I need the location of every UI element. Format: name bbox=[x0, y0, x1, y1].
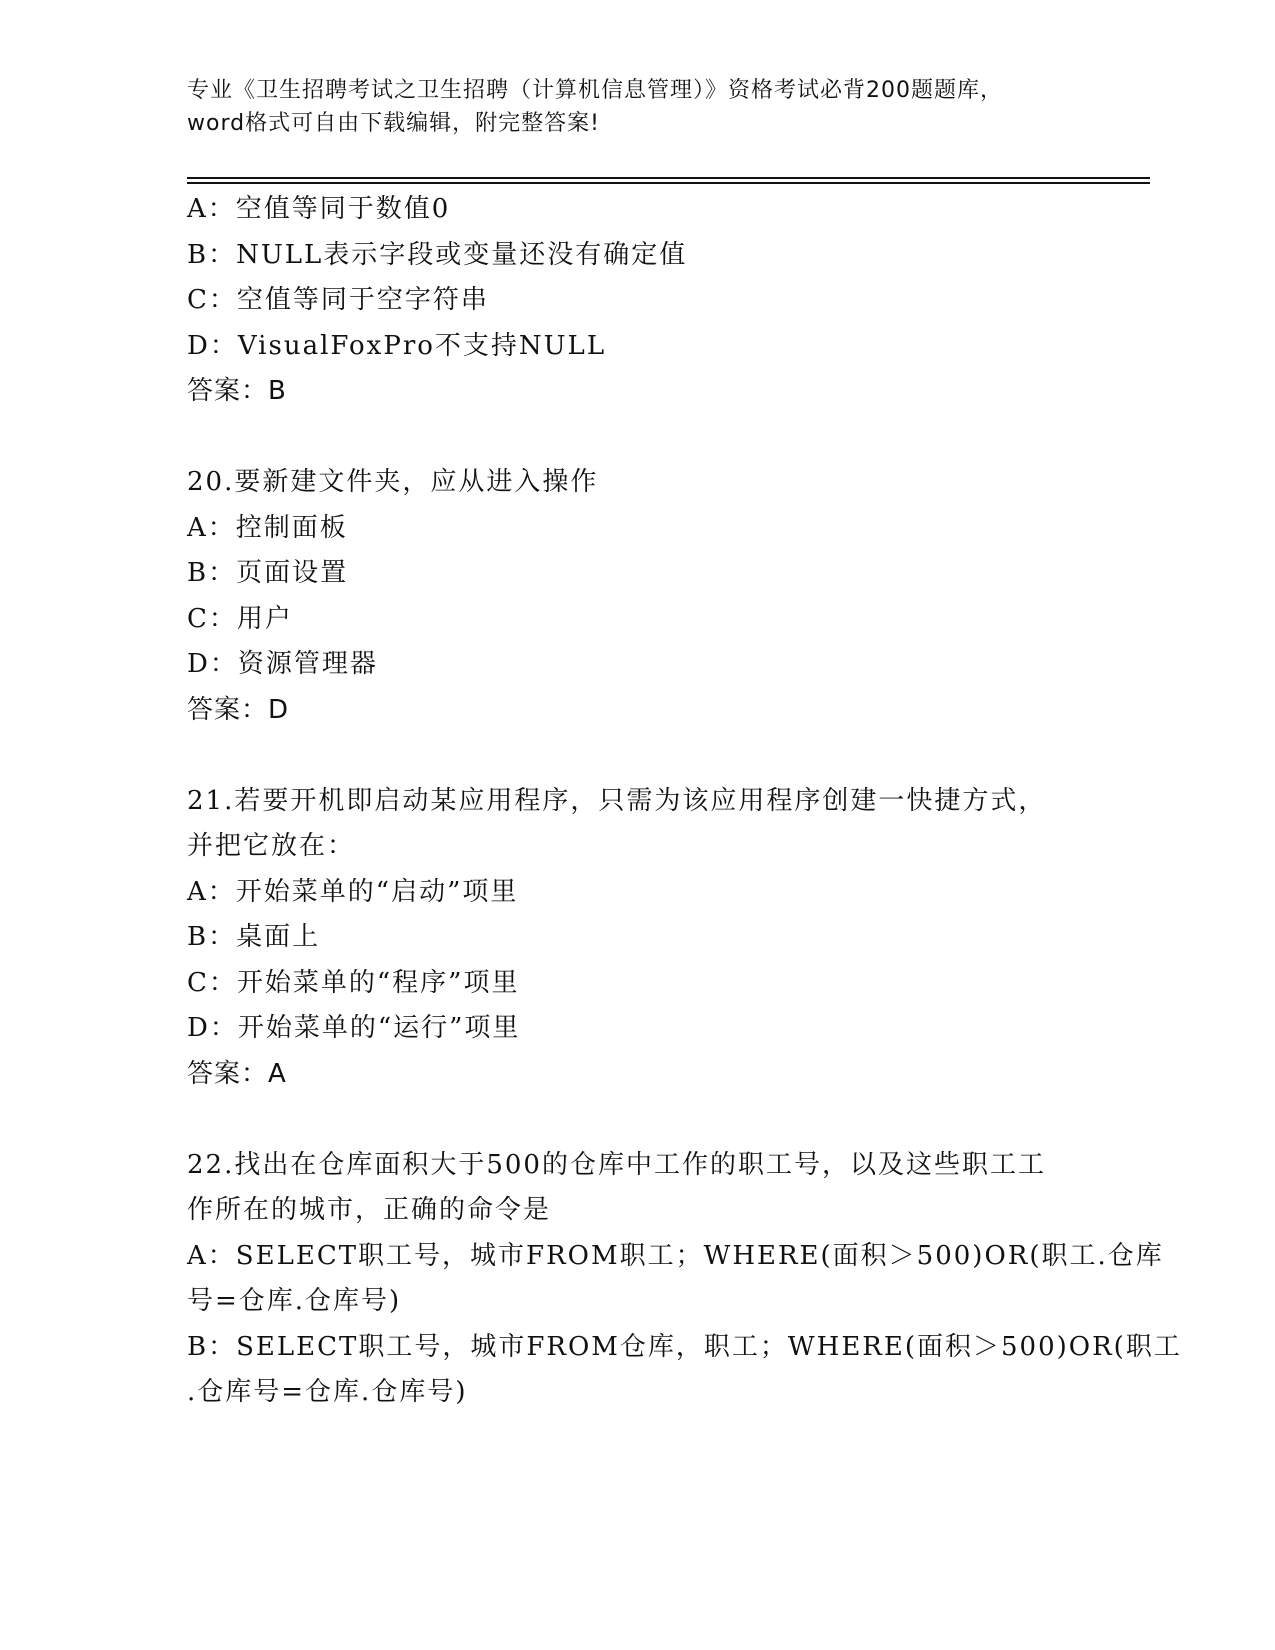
question-19 bbox=[187, 187, 1087, 415]
option-b: B：NULL表示字段或变量还没有确定值 bbox=[187, 239, 688, 270]
header-line-1: 专业《卫生招聘考试之卫生招聘（计算机信息管理）》资格考试必背200题题库， bbox=[187, 78, 1003, 103]
option-c: C：开始菜单的“程序”项里 bbox=[187, 967, 520, 998]
document-header bbox=[187, 74, 1087, 140]
question-20 bbox=[187, 460, 1087, 733]
header-divider-top bbox=[187, 177, 1150, 179]
question-stem-line-1: 21.若要开机即启动某应用程序，只需为该应用程序创建一快捷方式， bbox=[187, 785, 1047, 816]
option-b: B：页面设置 bbox=[187, 558, 349, 588]
option-a: A：空值等同于数值0 bbox=[187, 194, 451, 224]
question-21 bbox=[187, 779, 1087, 1098]
answer: 答案：A bbox=[187, 1058, 287, 1089]
option-a: A：开始菜单的“启动”项里 bbox=[187, 876, 519, 907]
question-stem: 20.要新建文件夹，应从进入操作 bbox=[187, 467, 599, 497]
option-a-line-1: A：SELECT职工号，城市FROM职工；WHERE(面积＞500)OR(职工.仓库 bbox=[187, 1240, 1164, 1271]
option-d: D：VisualFoxPro不支持NULL bbox=[187, 330, 607, 361]
question-stem-line-2: 并把它放在： bbox=[187, 831, 356, 861]
question-stem-line-2: 作所在的城市，正确的命令是 bbox=[187, 1195, 552, 1225]
option-b-line-1: B：SELECT职工号，城市FROM仓库，职工；WHERE(面积＞500)OR(职工 bbox=[187, 1331, 1182, 1362]
answer: 答案：B bbox=[187, 376, 287, 406]
option-b-line-2: .仓库号=仓库.仓库号) bbox=[187, 1377, 468, 1407]
option-b: B：桌面上 bbox=[187, 922, 321, 952]
header-divider-bottom bbox=[187, 182, 1150, 184]
spacer bbox=[187, 733, 1087, 779]
option-d: D：开始菜单的“运行”项里 bbox=[187, 1013, 521, 1043]
option-a: A：控制面板 bbox=[187, 512, 348, 543]
option-c: C：用户 bbox=[187, 603, 293, 634]
question-22 bbox=[187, 1143, 1182, 1416]
question-list bbox=[187, 187, 1182, 1416]
option-a-line-2: 号=仓库.仓库号) bbox=[187, 1286, 402, 1316]
answer: 答案：D bbox=[187, 694, 290, 725]
spacer bbox=[187, 1097, 1087, 1143]
header-line-2: word格式可自由下载编辑，附完整答案! bbox=[187, 111, 600, 136]
spacer bbox=[187, 415, 1087, 461]
question-stem-line-1: 22.找出在仓库面积大于500的仓库中工作的职工号，以及这些职工工 bbox=[187, 1149, 1046, 1180]
option-c: C：空值等同于空字符串 bbox=[187, 285, 489, 315]
option-d: D：资源管理器 bbox=[187, 649, 378, 679]
